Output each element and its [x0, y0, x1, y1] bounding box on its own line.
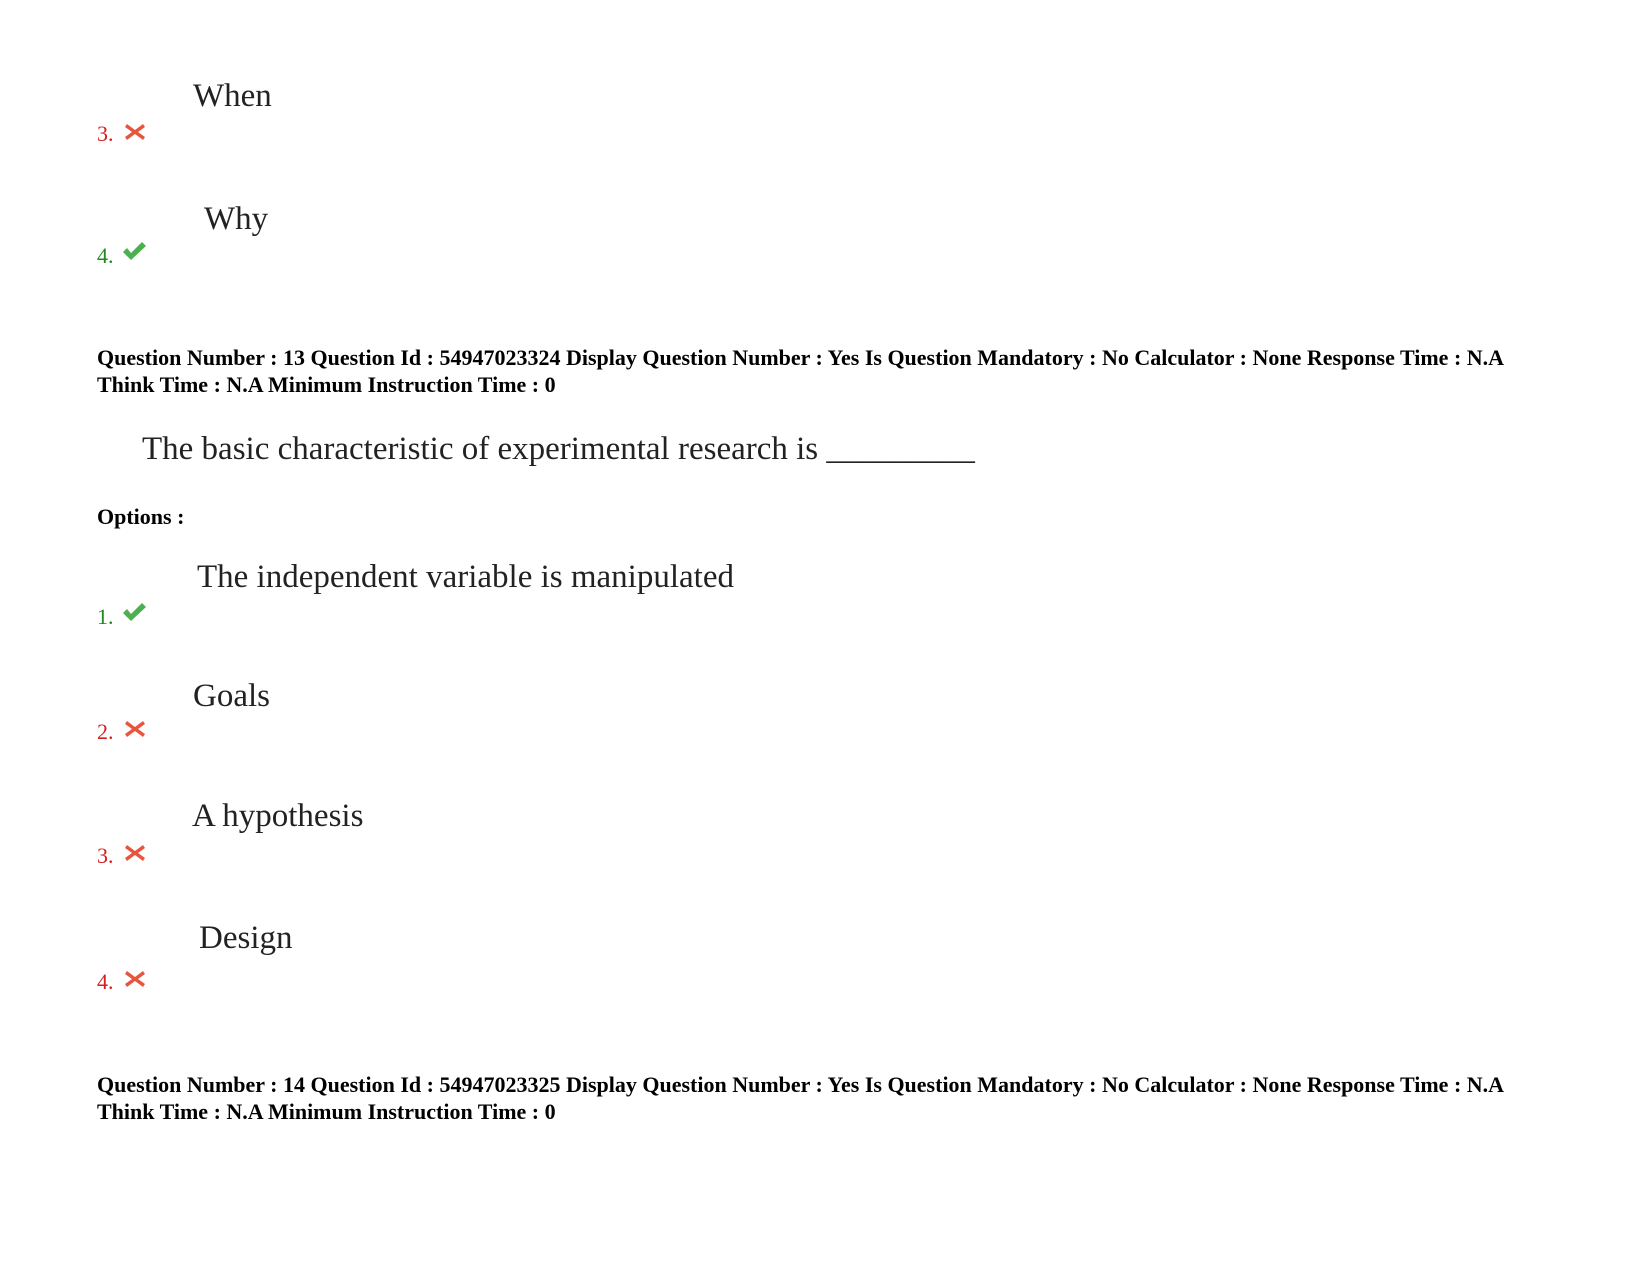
option-number: 4. [97, 243, 114, 268]
question-13-text: The basic characteristic of experimental research is _________ [142, 431, 975, 467]
option-text: Goals [193, 678, 270, 714]
check-icon [121, 601, 147, 623]
option-number: 3. [97, 121, 114, 146]
option-text: The independent variable is manipulated [197, 559, 734, 595]
option-number: 1. [97, 604, 114, 629]
question-14-meta: Question Number : 14 Question Id : 54947023325 Display Question Number : Yes Is Question Mandatory : No Calculator : None Response Time : N.A Think Time : N.A Minimum Instruction Time : 0 [97, 1072, 1503, 1124]
option-number: 3. [97, 843, 114, 868]
question-13-meta: Question Number : 13 Question Id : 54947023324 Display Question Number : Yes Is Question Mandatory : No Calculator : None Response Time : N.A Think Time : N.A Minimum Instruction Time : 0 [97, 345, 1503, 397]
cross-icon [122, 967, 148, 989]
option-text: Design [199, 920, 293, 956]
option-number: 4. [97, 969, 114, 994]
options-label: Options : [97, 504, 185, 529]
cross-icon [122, 120, 148, 142]
option-number: 2. [97, 719, 114, 744]
option-text: A hypothesis [192, 798, 364, 834]
option-text: When [193, 78, 272, 114]
cross-icon [122, 841, 148, 863]
check-icon [121, 240, 147, 262]
option-text: Why [204, 201, 269, 237]
cross-icon [122, 717, 148, 739]
